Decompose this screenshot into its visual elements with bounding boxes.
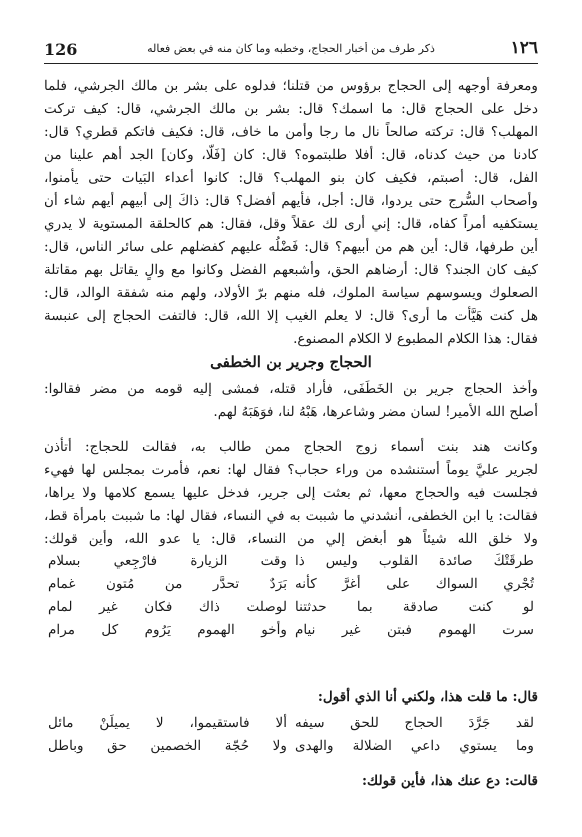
section-heading: الحجاج وجرير بن الخطفى bbox=[210, 353, 372, 371]
reply-1 bbox=[44, 686, 538, 709]
reply-line: قال: ما قلت هذا، ولكني أنا الذي أقول: bbox=[317, 689, 538, 705]
verse-second-hemistich: ألا فاستقيموا، لا يميلَنْ مائل bbox=[48, 715, 287, 731]
poem-verse bbox=[44, 573, 538, 596]
text-line: كيف كان الجند؟ قال: أرضاهم الحق، وأشبعهم الفضل وكانوا مع والٍ يقاتل بهم مقاتلة bbox=[44, 262, 538, 278]
verse-first-hemistich: لو كنت صادقة بما حدثتنا bbox=[295, 599, 534, 615]
verse-first-hemistich: سرت الهموم فبتن غير نيام bbox=[295, 622, 534, 638]
verse-second-hemistich: لوصلت ذاك فكان غير لمام bbox=[48, 599, 287, 615]
poem-verse bbox=[44, 619, 538, 642]
text-line: الصعلوك ويسوسهم سياسة الملوك، فله منهم برّ الأولاد، ولهم منه شفقة الوالد، قال: bbox=[44, 285, 538, 301]
poem-verse bbox=[44, 550, 538, 573]
text-line: فقالت: يا ابن الخطفى، أنشدني ما شببت به في النساء، فقال لها: ما شببت بامرأة قط، bbox=[44, 508, 538, 524]
section-1-paragraph bbox=[44, 75, 538, 351]
text-line: ولا خلق الله شيئاً هو أبغض إلي من النساء، قال: يا عدو الله، وأين قولك: bbox=[44, 531, 538, 547]
verse-second-hemistich: وأخو الهموم يَرُوم كل مرام bbox=[48, 622, 287, 638]
text-line: المهلب؟ قال: تركته صالحاً نال ما رجا وأمن ما خاف، قال: فكيف فاتكم قطري؟ قال: bbox=[44, 124, 538, 140]
text-line: فجلست فيه والحجاج معها، ثم بعثت إلى جرير، فدخل عليها يسمع كلامها ولا يراها، bbox=[44, 485, 538, 501]
text-line: دخل على الحجاج قال: ما اسمك؟ قال: بشر بن مالك الجرشي، قال: كيف تركت bbox=[44, 101, 538, 117]
poem-verse bbox=[44, 712, 538, 735]
text-line: هل كنت هَيَّأت ما أرى؟ قال: لا يعلم الغيب إلا الله، قال: فالتفت الحجاج إلى عنبسة bbox=[44, 308, 538, 324]
verse-second-hemistich: بَرَدٌ تحدَّر من مُتون غمام bbox=[48, 576, 287, 592]
reply-2 bbox=[44, 770, 538, 793]
text-line: لجرير عليَّ يوماً أستنشده من وراء حجاب؟ فقال لها: نعم، فأمرت بمجلس لها فهيء bbox=[44, 462, 538, 478]
poem-verse bbox=[44, 596, 538, 619]
text-line: أصلح الله الأمير! لسان مضر وشاعرها، هَبْهُ لنا، فوَهَبَهُ لهم. bbox=[213, 404, 538, 420]
reply-line: قالت: دع عنك هذا، فأين قولك: bbox=[361, 773, 538, 789]
text-line: كادنا من حيث كدناه، قال: أفلا طلبتموه؟ قال: كان [فَلّا، وكان] الجد أهم علينا من bbox=[44, 147, 538, 163]
text-line: وأخذ الحجاج جرير بن الخَطَفَى، فأراد قتله، فمشى إليه قومه من مضر فقالوا: bbox=[44, 381, 538, 397]
poem-1 bbox=[44, 550, 538, 642]
text-line: وأصحاب السُّرج حتى يردوا، قال: أجل، فأيهم أفضل؟ قال: ذاكَ إلى أبيهم أيهم شاء أن bbox=[44, 193, 538, 209]
poem-verse bbox=[44, 735, 538, 758]
running-header bbox=[44, 38, 538, 62]
verse-first-hemistich: تُجْري السواك على أغرَّ كأنه bbox=[295, 576, 534, 592]
verse-second-hemistich: ولا حُجّة الخصمين حق وباطل bbox=[48, 738, 287, 754]
section-2-paragraph bbox=[44, 378, 538, 424]
verse-first-hemistich: لقد جَرَّدَ الحجاج للحق سيفه bbox=[295, 715, 534, 731]
verse-first-hemistich: طرقَتْكَ صائدة القلوب وليس ذا bbox=[295, 553, 534, 569]
poem-2 bbox=[44, 712, 538, 758]
text-line: فقال: هذا الكلام المطبوع لا الكلام المصنوع. bbox=[293, 331, 538, 347]
verse-first-hemistich: وما يستوي داعي الضلالة والهدى bbox=[295, 738, 534, 754]
text-line: الفل، قال: أصبتم، فكيف كان بنو المهلب؟ قال: كانوا أعداء البَيات حتى يأمنوا، bbox=[44, 170, 538, 186]
page-number-latin: 126 bbox=[44, 40, 78, 59]
text-line: ومعرفة أوجهه إلى الحجاج برؤوس من قتلنا؛ فدلوه على بشر بن مالك الجرشي، فلما bbox=[44, 78, 538, 94]
text-line: أين طرفها، قال: أين هم من أبيهم؟ قال: فَضْلُه عليهم كفضلهم على سائر الناس، قال: bbox=[44, 239, 538, 255]
text-line: وكانت هند بنت أسماء زوج الحجاج ممن طالب به، فقالت للحجاج: أتأذن bbox=[44, 439, 538, 455]
text-line: يستكفيه أمراً كفاه، قال: إني أرى لك عقلاً وقل، فقال: هم كالحلقة المستوية لا يدري bbox=[44, 216, 538, 232]
section-3-paragraph bbox=[44, 436, 538, 551]
page-number-arabic: ١٢٦ bbox=[510, 38, 538, 58]
header-rule bbox=[44, 63, 538, 64]
running-title: ذكر طرف من أخبار الحجاج، وخطبه وما كان منه في بعض فعاله bbox=[147, 42, 435, 55]
verse-second-hemistich: وقت الزيارة فارْجِعي بسلام bbox=[48, 553, 287, 569]
